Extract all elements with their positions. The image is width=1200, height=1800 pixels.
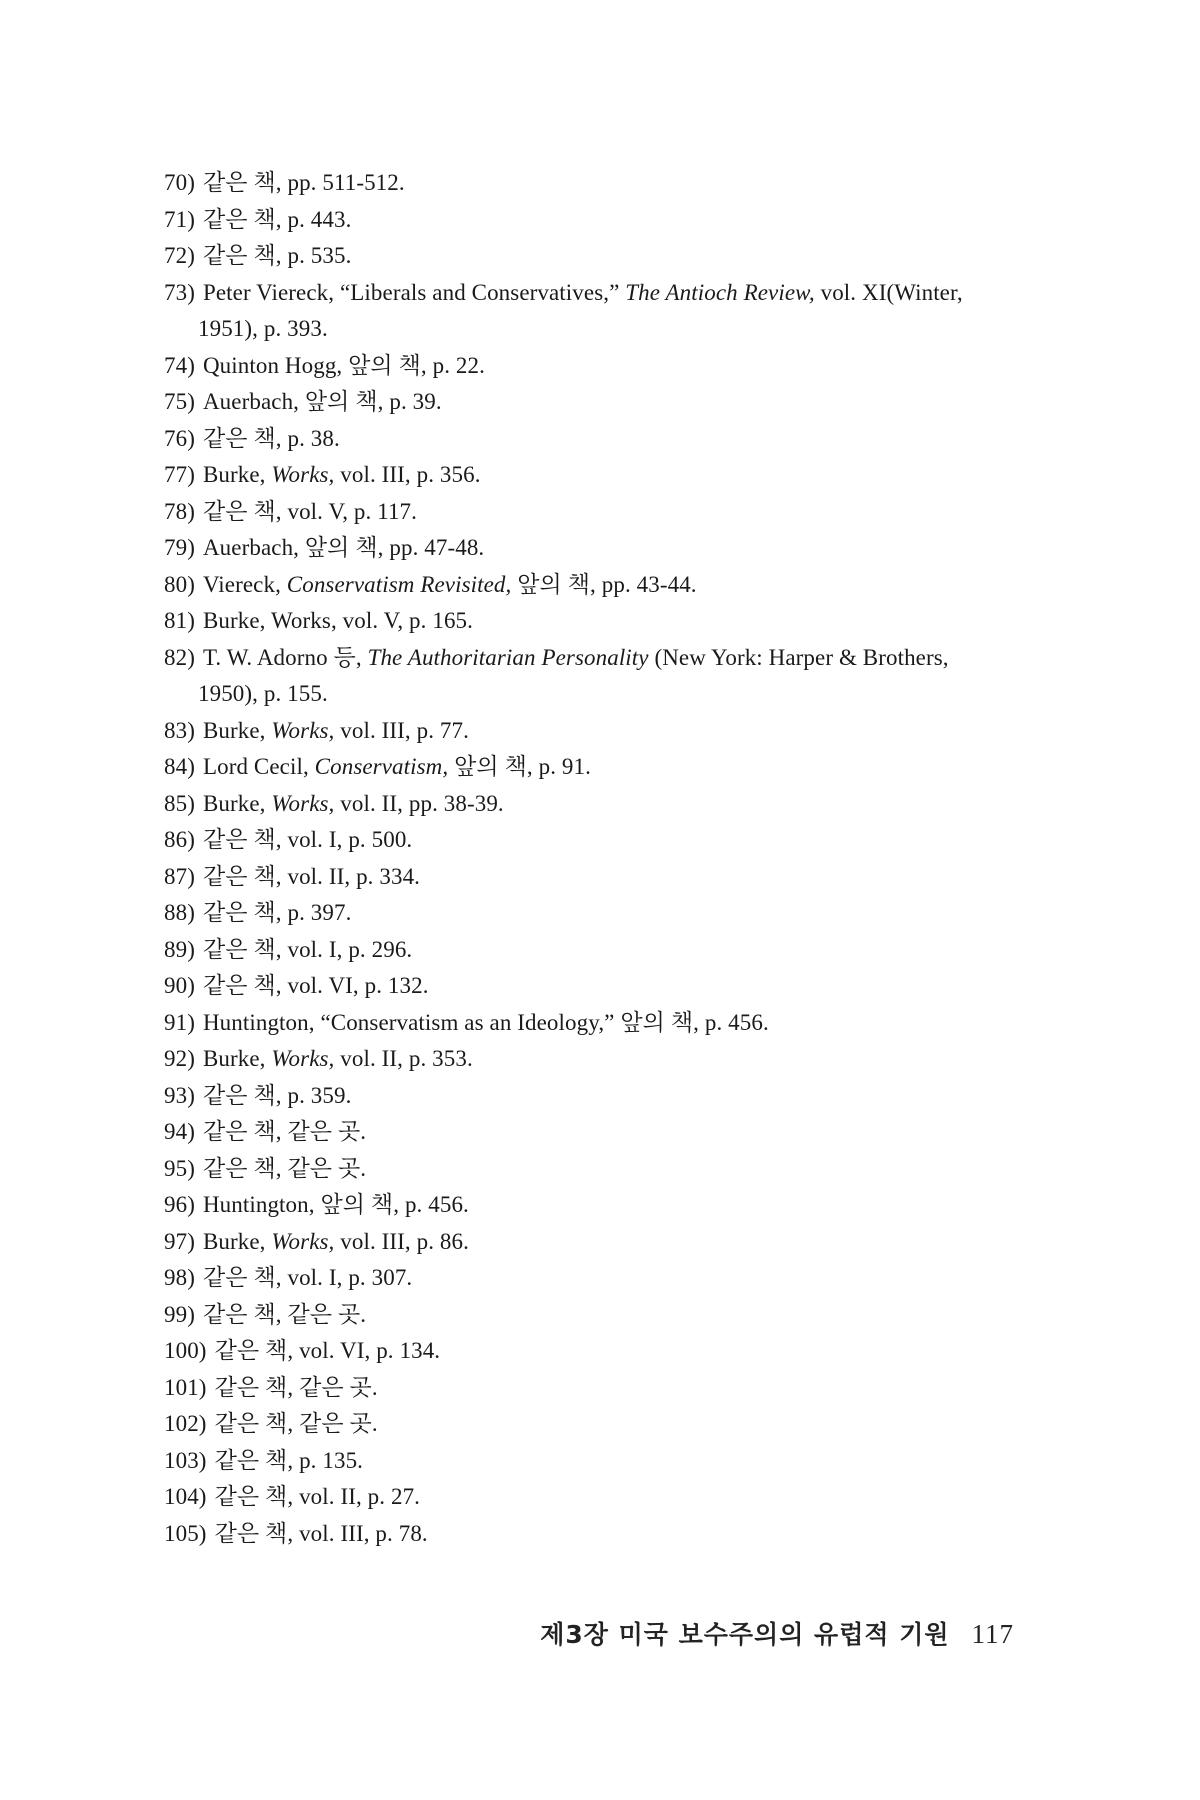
- endnote-number: 70): [164, 170, 195, 195]
- endnote-item: [164, 786, 1044, 823]
- endnote-number: 99): [164, 1301, 195, 1327]
- endnote-text: Huntington, 앞의 책, p. 456.: [202, 1192, 469, 1217]
- endnote-number: 76): [164, 425, 195, 451]
- endnote-number: 80): [164, 571, 195, 597]
- endnote-number: 105): [164, 1520, 207, 1546]
- endnote-text: 같은 책, vol. I, p. 500.: [202, 827, 413, 852]
- endnote-text: Burke,: [202, 717, 272, 743]
- endnote-text: 같은 책, pp. 511-512.: [202, 170, 405, 195]
- endnote-item: [164, 603, 1044, 640]
- endnote-text: Huntington, “Conservatism as an Ideology,” 앞의 책, p. 456.: [202, 1009, 769, 1035]
- endnote-text: Auerbach, 앞의 책, pp. 47-48.: [202, 535, 485, 560]
- endnote-title-italic: Works,: [271, 1046, 335, 1071]
- endnote-text: 같은 책, p. 443.: [202, 206, 352, 232]
- endnote-text: 앞의 책, pp. 43-44.: [511, 571, 697, 597]
- endnote-title-italic: Conservatism,: [314, 754, 449, 779]
- endnote-item: [164, 275, 1044, 348]
- endnote-item: [164, 1005, 1044, 1042]
- endnote-text: Burke,: [202, 790, 272, 816]
- endnote-number: 82): [164, 644, 195, 670]
- chapter-title: 제3장 미국 보수주의의 유럽적 기원: [540, 1620, 950, 1649]
- endnote-text: 같은 책, 같은 곳.: [214, 1374, 378, 1400]
- endnote-text: Auerbach, 앞의 책, p. 39.: [202, 389, 442, 414]
- endnote-number: 93): [164, 1082, 195, 1108]
- endnote-text: vol. II, p. 353.: [334, 1046, 473, 1071]
- endnote-number: 86): [164, 827, 195, 852]
- endnote-text: 같은 책, p. 359.: [202, 1082, 352, 1108]
- endnote-text: vol. II, pp. 38-39.: [334, 790, 504, 816]
- endnote-text: Burke,: [202, 1046, 272, 1071]
- endnote-text: 같은 책, 같은 곳.: [202, 1119, 367, 1144]
- endnote-item: [164, 494, 1044, 531]
- endnote-text: 앞의 책, p. 91.: [448, 754, 591, 779]
- endnote-continuation: 1950), p. 155.: [198, 681, 328, 706]
- endnote-item: [164, 165, 1044, 202]
- endnote-number: 87): [164, 863, 195, 889]
- endnote-text: Quinton Hogg, 앞의 책, p. 22.: [202, 352, 485, 378]
- endnote-item: [164, 713, 1044, 750]
- endnote-number: 79): [164, 535, 195, 560]
- endnote-item: [164, 1333, 1044, 1370]
- endnote-text: (New York: Harper & Brothers,: [648, 644, 949, 670]
- endnote-number: 104): [164, 1484, 207, 1509]
- endnote-item: [164, 895, 1044, 932]
- endnote-number: 77): [164, 462, 195, 487]
- endnote-item: [164, 932, 1044, 969]
- endnote-item: [164, 1224, 1044, 1261]
- endnote-number: 74): [164, 352, 195, 378]
- endnotes-list: [164, 165, 1044, 1552]
- endnote-text: T. W. Adorno 등,: [202, 644, 368, 670]
- endnote-text: 같은 책, vol. I, p. 307.: [202, 1265, 413, 1290]
- endnote-number: 83): [164, 717, 195, 743]
- endnote-item: [164, 348, 1044, 385]
- endnote-title-italic: The Antioch Review,: [625, 279, 815, 305]
- endnote-item: [164, 1260, 1044, 1297]
- endnote-text: 같은 책, vol. II, p. 334.: [202, 863, 421, 889]
- endnote-item: [164, 238, 1044, 275]
- endnote-item: [164, 640, 1044, 713]
- endnote-text: 같은 책, 같은 곳.: [202, 1155, 367, 1181]
- endnote-text: 같은 책, vol. V, p. 117.: [202, 498, 417, 524]
- endnote-item: [164, 1370, 1044, 1407]
- endnote-number: 91): [164, 1009, 195, 1035]
- endnote-item: [164, 1187, 1044, 1224]
- endnote-number: 81): [164, 608, 195, 633]
- endnote-text: 같은 책, 같은 곳.: [214, 1411, 378, 1436]
- endnote-item: [164, 567, 1044, 604]
- endnote-number: 101): [164, 1374, 207, 1400]
- endnote-title-italic: Works,: [271, 1228, 335, 1254]
- endnote-number: 95): [164, 1155, 195, 1181]
- endnote-text: 같은 책, vol. III, p. 78.: [214, 1520, 428, 1546]
- endnote-item: [164, 384, 1044, 421]
- endnote-text: Burke,: [202, 462, 272, 487]
- endnote-number: 84): [164, 754, 195, 779]
- endnote-number: 71): [164, 206, 195, 232]
- endnote-continuation: 1951), p. 393.: [198, 316, 328, 341]
- endnote-text: 같은 책, p. 135.: [214, 1447, 364, 1473]
- endnote-number: 90): [164, 973, 195, 998]
- endnote-number: 97): [164, 1228, 195, 1254]
- endnote-text: 같은 책, p. 535.: [202, 243, 352, 268]
- endnote-item: [164, 530, 1044, 567]
- endnote-text: 같은 책, vol. I, p. 296.: [202, 936, 413, 962]
- endnote-item: [164, 421, 1044, 458]
- endnote-item: [164, 1078, 1044, 1115]
- endnote-number: 92): [164, 1046, 195, 1071]
- endnote-title-italic: Works,: [271, 717, 335, 743]
- endnote-number: 72): [164, 243, 195, 268]
- endnote-text: Burke, Works, vol. V, p. 165.: [202, 608, 474, 633]
- endnote-number: 73): [164, 279, 195, 305]
- endnote-item: [164, 968, 1044, 1005]
- endnote-number: 75): [164, 389, 195, 414]
- endnote-item: [164, 859, 1044, 896]
- endnote-title-italic: Works,: [271, 790, 335, 816]
- endnote-text: Peter Viereck, “Liberals and Conservatives,”: [202, 279, 626, 305]
- endnote-item: [164, 1479, 1044, 1516]
- endnote-text: 같은 책, vol. VI, p. 132.: [202, 973, 429, 998]
- endnote-text: 같은 책, p. 397.: [202, 900, 352, 925]
- endnote-number: 89): [164, 936, 195, 962]
- endnote-item: [164, 1041, 1044, 1078]
- endnote-text: 같은 책, vol. II, p. 27.: [214, 1484, 421, 1509]
- endnote-number: 78): [164, 498, 195, 524]
- endnote-item: [164, 1297, 1044, 1334]
- endnote-number: 85): [164, 790, 195, 816]
- endnote-text: vol. III, p. 77.: [334, 717, 469, 743]
- endnote-item: [164, 1516, 1044, 1553]
- endnote-text: Viereck,: [202, 571, 287, 597]
- endnote-number: 94): [164, 1119, 195, 1144]
- endnote-item: [164, 1114, 1044, 1151]
- endnote-text: 같은 책, vol. VI, p. 134.: [214, 1338, 441, 1363]
- endnote-title-italic: Works,: [271, 462, 335, 487]
- endnote-item: [164, 822, 1044, 859]
- endnote-title-italic: The Authoritarian Personality: [367, 644, 649, 670]
- endnote-number: 88): [164, 900, 195, 925]
- endnote-item: [164, 749, 1044, 786]
- endnote-number: 98): [164, 1265, 195, 1290]
- endnote-item: [164, 1406, 1044, 1443]
- endnote-item: [164, 202, 1044, 239]
- endnote-number: 100): [164, 1338, 207, 1363]
- endnote-text: 같은 책, 같은 곳.: [202, 1301, 367, 1327]
- endnote-number: 103): [164, 1447, 207, 1473]
- endnote-item: [164, 457, 1044, 494]
- endnote-text: vol. XI(Winter,: [814, 279, 963, 305]
- endnote-title-italic: Conservatism Revisited,: [286, 571, 512, 597]
- endnote-text: Burke,: [202, 1228, 272, 1254]
- endnote-item: [164, 1443, 1044, 1480]
- endnote-text: 같은 책, p. 38.: [202, 425, 340, 451]
- endnote-number: 102): [164, 1411, 207, 1436]
- page-number: 117: [971, 1619, 1014, 1649]
- running-footer: [540, 1615, 1014, 1651]
- endnote-text: vol. III, p. 356.: [334, 462, 481, 487]
- endnote-text: Lord Cecil,: [202, 754, 315, 779]
- endnote-text: vol. III, p. 86.: [334, 1228, 469, 1254]
- endnote-item: [164, 1151, 1044, 1188]
- endnote-number: 96): [164, 1192, 195, 1217]
